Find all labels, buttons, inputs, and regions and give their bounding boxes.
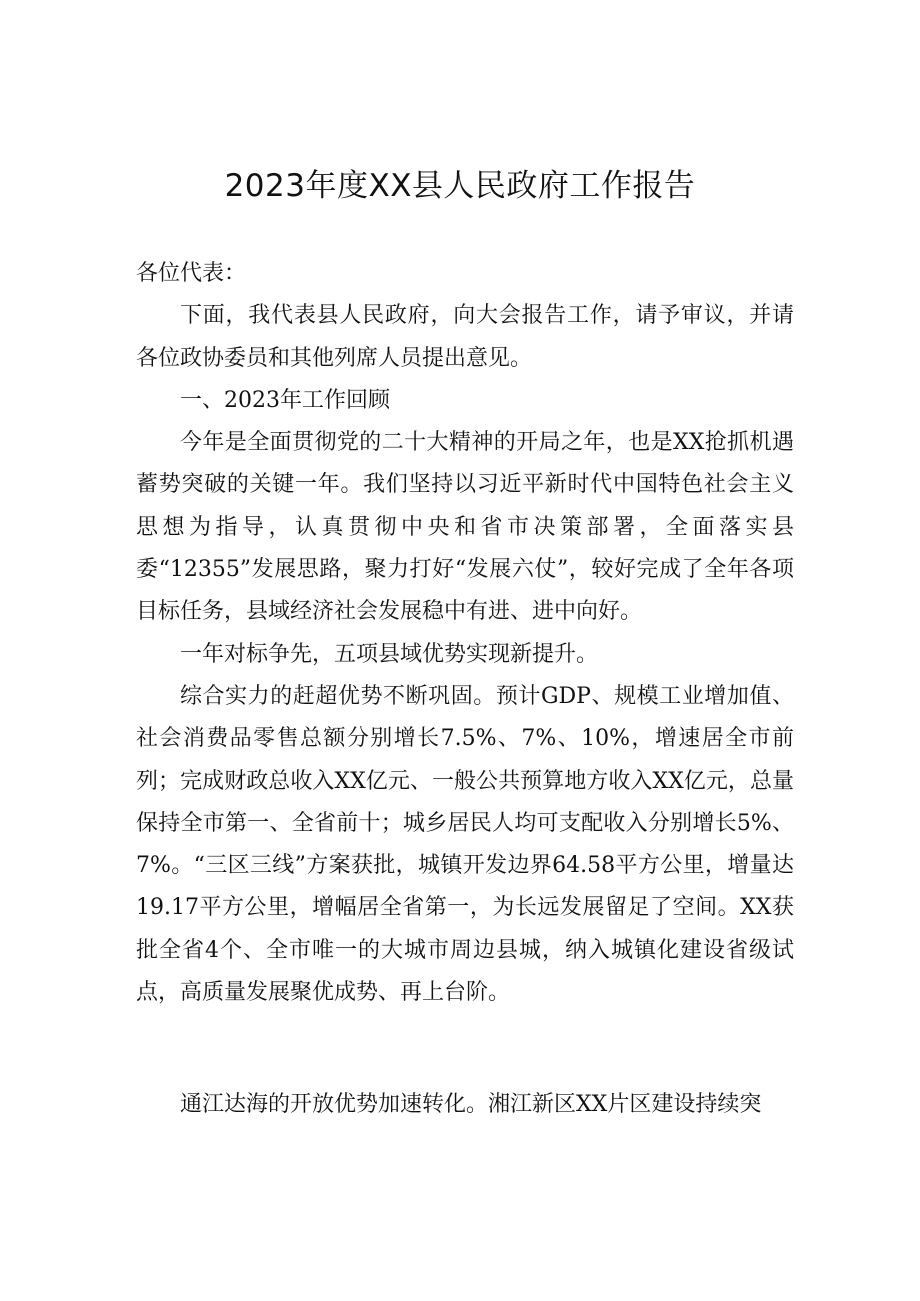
body-paragraph: 综合实力的赶超优势不断巩固。预计GDP、规模工业增加值、社会消费品零售总额分别增长7.5%、7%、10%，增速居全市前列；完成财政总收入XX亿元、一般公共预算地方收入XX亿元，总量保持全市第一、全省前十；城乡居民人均可支配收入分别增长5%、7%。“三区三线”方案获批，城镇开发边界64.58平方公里，增量达19.17平方公里，增幅居全省第一，为长远发展留足了空间。XX获批全省4个、全市唯一的大城市周边县城，纳入城镇化建设省级试点，高质量发展聚优成势、再上台阶。 [136, 683, 794, 1006]
salutation: 各位代表： [136, 261, 247, 286]
document-title: 2023年度XX县人民政府工作报告 [224, 168, 696, 204]
section-heading: 一、2023年工作回顾 [180, 387, 390, 413]
truncated-paragraph: 通江达海的开放优势加速转化。湘江新区XX片区建设持续突 [180, 1092, 762, 1117]
subheading-paragraph: 一年对标争先，五项县域优势实现新提升。 [180, 641, 599, 667]
body-paragraph: 今年是全面贯彻党的二十大精神的开局之年，也是XX抢抓机遇蓄势突破的关键一年。我们坚持以习近平新时代中国特色社会主义思想为指导，认真贯彻中央和省市决策部署，全面落实县委“12355”发展思路，聚力打好“发展六仗”，较好完成了全年各项目标任务，县域经济社会发展稳中有进、进中向好。 [136, 430, 794, 625]
document-body [136, 253, 794, 1014]
intro-paragraph: 下面，我代表县人民政府，向大会报告工作，请予审议，并请各位政协委员和其他列席人员提出意见。 [136, 303, 794, 371]
